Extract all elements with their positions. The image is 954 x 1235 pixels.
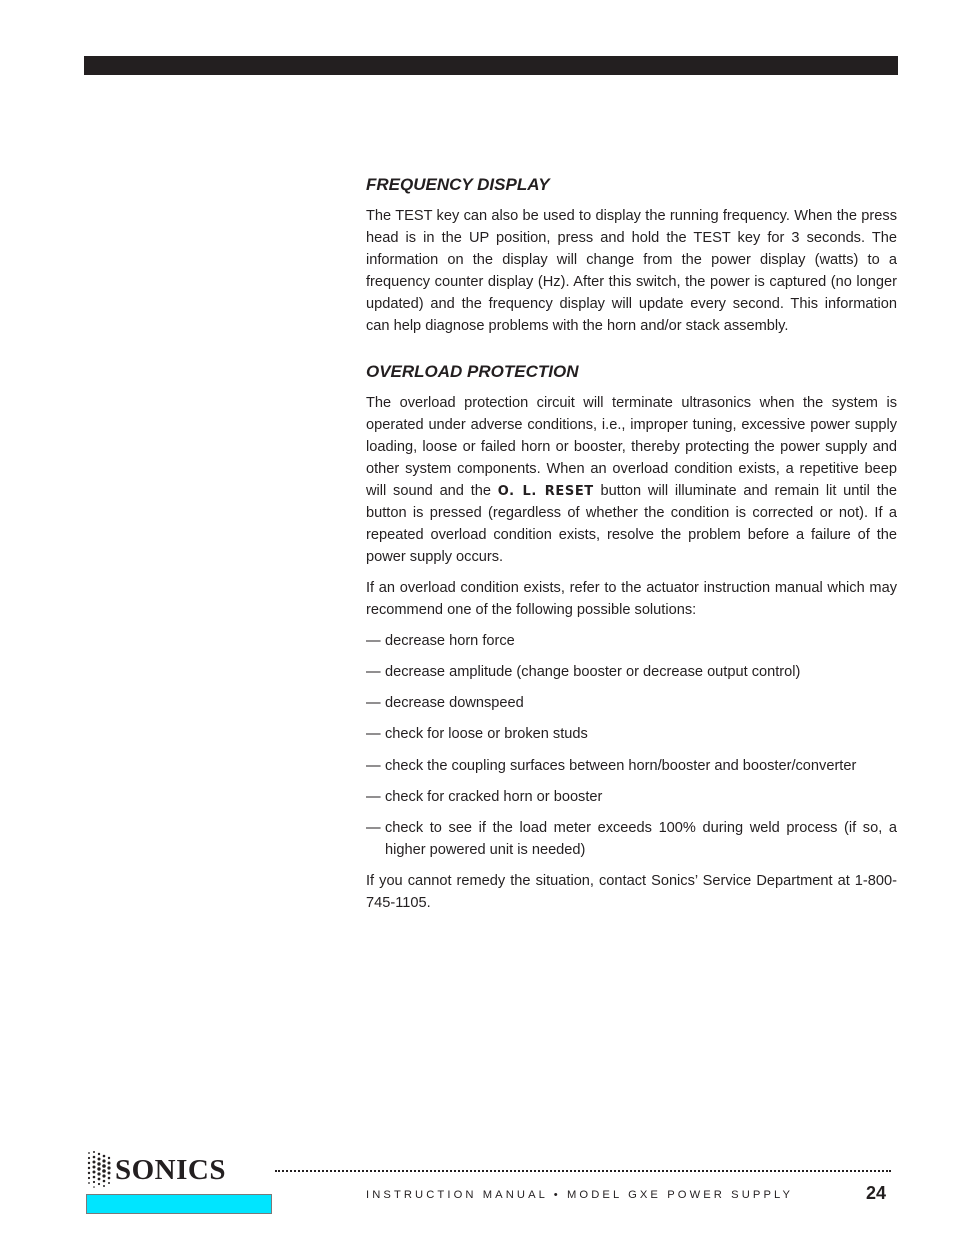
sonics-logo [86,1150,276,1220]
solution-item [366,787,897,809]
frequency-display-heading: FREQUENCY DISPLAY [366,175,550,194]
overload-protection-heading: OVERLOAD PROTECTION [366,362,579,382]
dash: — [366,820,381,837]
ol-reset-button-label: O. L. RESET [497,484,594,500]
manual-title: INSTRUCTION MANUAL • MODEL GXE POWER SUPPLY [366,1189,794,1201]
footer-dotted-rule [275,1170,891,1172]
solution-item [366,724,897,746]
contact-paragraph: If you cannot remedy the situation, contact Sonics’ Service Department at 1-800-745-1105. [366,873,897,912]
dash: — [366,695,381,712]
solution-item [366,662,897,684]
main-content [366,172,897,924]
header-bar [84,56,898,75]
sonics-logo-text: SONICS [115,1154,226,1186]
page-number: 24 [866,1183,887,1203]
dash: — [366,757,381,774]
solution-text: decrease downspeed [385,695,524,712]
dash: — [366,663,381,680]
overload-paragraph-1-before: The overload protection circuit will terminate ultrasonics when the system is operated under adverse conditions, i.e., improper tuning, excessive power supply loading, loose or failed horn or booster, thereby protecting the power supply and other system components. When an overload condition exists, a repetitive beep will sound and the [366,395,897,500]
logo-accent-bar [86,1194,272,1214]
solution-item [366,631,897,653]
solution-item [366,818,897,862]
solution-text: decrease horn force [385,632,515,649]
overload-paragraph-1 [366,393,897,568]
solution-text: check to see if the load meter exceeds 100% during weld process (if so, a higher powered unit is needed) [385,820,897,859]
dash: — [366,726,381,743]
solution-text: check for loose or broken studs [385,726,588,743]
dash: — [366,632,381,649]
overload-paragraph-1-after: button will illuminate and remain lit until the button is pressed (regardless of whether the condition is corrected or not). If a repeated overload condition exists, resolve the problem before a failure of the power supply occurs. [366,483,897,565]
solution-item [366,693,897,715]
dot-wave-logo-icon [86,1150,112,1190]
frequency-display-paragraph: The TEST key can also be used to display the running frequency. When the press head is in the UP position, press and hold the TEST key for 3 seconds. The information on the display will change from the power display (watts) to a frequency counter display (Hz). After this switch, the power is captured (no longer updated) and the frequency display will update every second. This information can help diagnose problems with the horn and/or stack assembly. [366,208,897,334]
dash: — [366,788,381,805]
solution-text: decrease amplitude (change booster or decrease output control) [385,663,801,680]
solution-text: check for cracked horn or booster [385,788,603,805]
overload-paragraph-2: If an overload condition exists, refer to the actuator instruction manual which may recommend one of the following possible solutions: [366,579,897,618]
solution-item [366,756,897,778]
solution-text: check the coupling surfaces between horn/booster and booster/converter [385,757,857,774]
